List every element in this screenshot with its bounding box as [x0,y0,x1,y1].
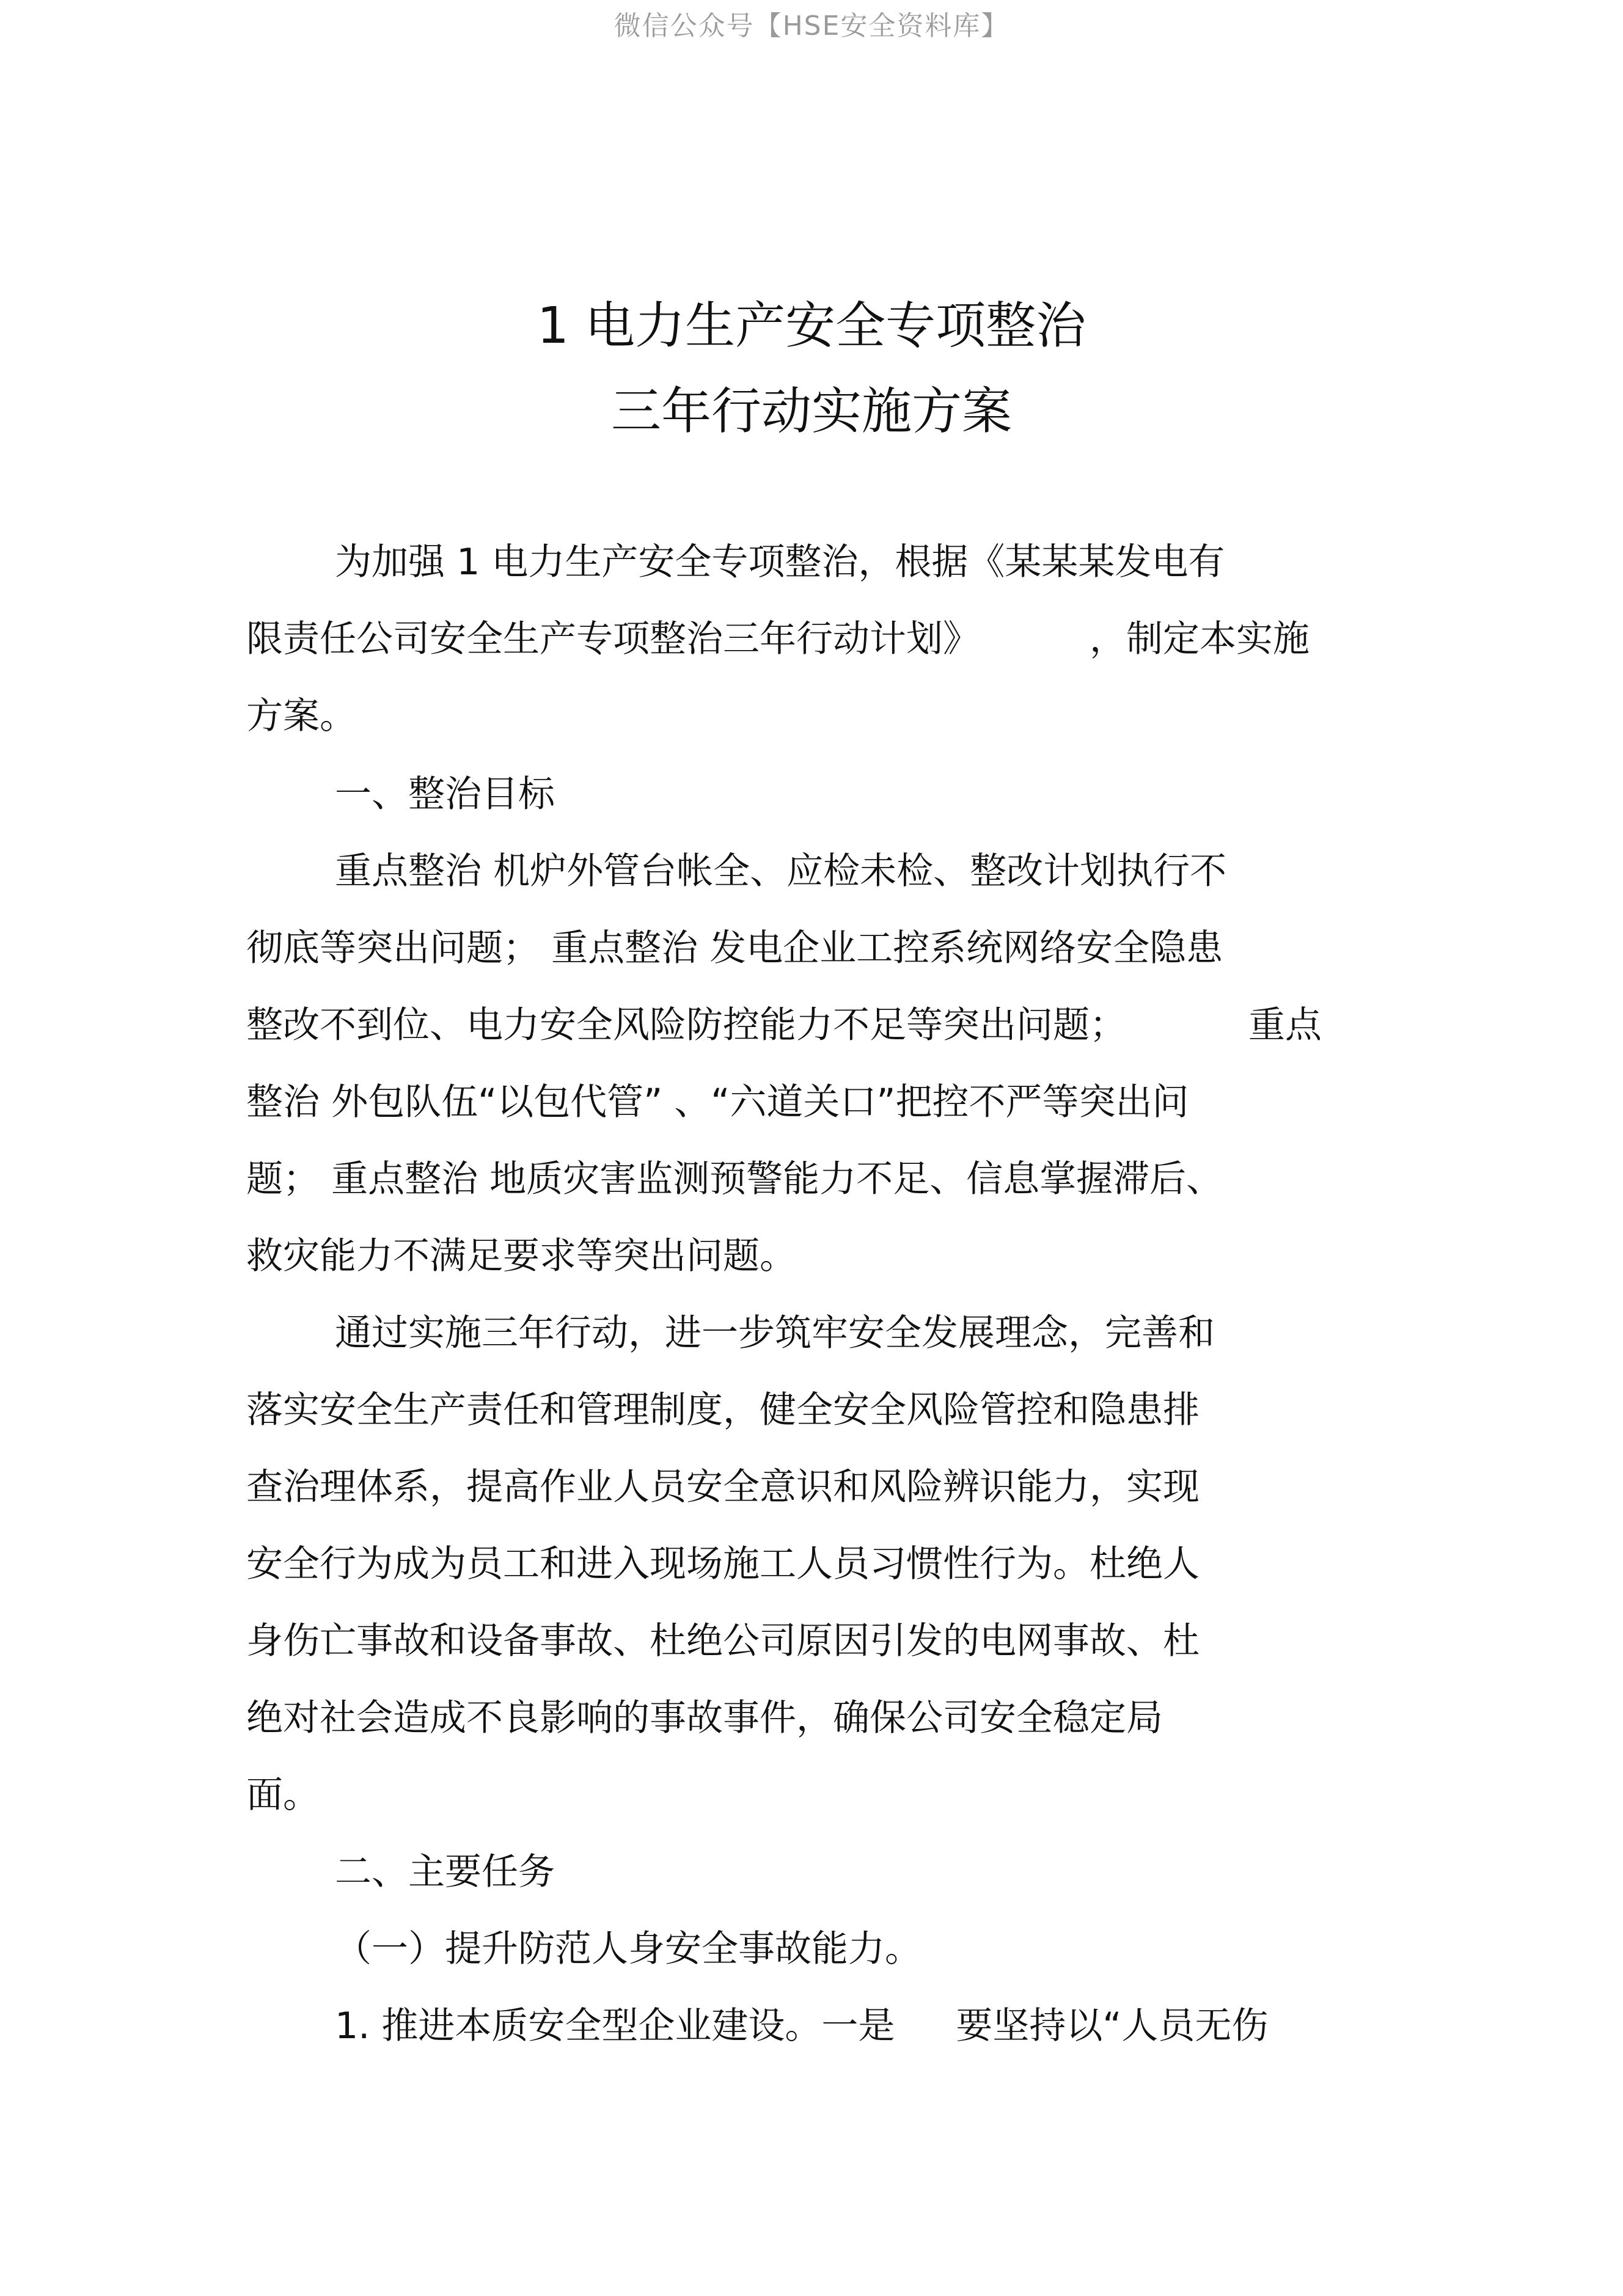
intro-line1: 为加强 1 电力生产安全专项整治，根据《某某某发电有 [335,541,1225,583]
section2-item1 [335,1997,1268,2049]
section1-p2-line7: 面。 [246,1774,320,1816]
section1-p2-line6: 绝对社会造成不良影响的事故事件，确保公司安全稳定局 [246,1697,1163,1739]
intro-line2 [246,610,1310,662]
section1-p1-line6: 救灾能力不满足要求等突出问题。 [246,1235,796,1278]
section1-p1-line4: 整治 外包队伍“以包代管” 、“六道关口”把控不严等突出问 [246,1081,1189,1124]
intro-line2-part1: 限责任公司安全生产专项整治三年行动计划》 [246,618,980,660]
intro-line3: 方案。 [246,695,356,737]
section1-p2-line2: 落实安全生产责任和管理制度，健全安全风险管控和隐患排 [246,1389,1200,1431]
section2-heading: 二、主要任务 [335,1851,555,1893]
section1-p1-line3-part2: 重点 [1248,1004,1322,1047]
section1-p2-line5: 身伤亡事故和设备事故、杜绝公司原因引发的电网事故、杜 [246,1620,1200,1662]
section1-p1-line3-part1: 整改不到位、电力安全风险防控能力不足等突出问题； [246,1004,1126,1047]
section1-p2-line3: 查治理体系，提高作业人员安全意识和风险辨识能力，实现 [246,1466,1200,1508]
section1-p2-line1: 通过实施三年行动，进一步筑牢安全发展理念，完善和 [335,1312,1215,1355]
document-title-line1: 1 电力生产安全专项整治 [537,297,1086,355]
document-title-line2: 三年行动实施方案 [610,382,1012,441]
section1-p1-line1: 重点整治 机炉外管台帐全、应检未检、整改计划执行不 [335,850,1227,893]
section1-p1-line3 [246,996,1322,1048]
section1-p1-line5: 题； 重点整治 地质灾害监测预警能力不足、信息掌握滞后、 [246,1158,1223,1201]
section2-item1-part2: 要坚持以“人员无伤 [956,2005,1269,2047]
section2-item1-part1: 1. 推进本质安全型企业建设。一是 [335,2005,895,2047]
intro-line2-part2: ，制定本实施 [1090,618,1310,660]
watermark: 微信公众号【HSE安全资料库】 [614,10,1009,42]
section1-heading: 一、整治目标 [335,773,555,816]
section2-subheading: （一）提升防范人身安全事故能力。 [335,1928,921,1970]
section1-p2-line4: 安全行为成为员工和进入现场施工人员习惯性行为。杜绝人 [246,1543,1200,1585]
section1-p1-line2: 彻底等突出问题； 重点整治 发电企业工控系统网络安全隐患 [246,927,1223,970]
